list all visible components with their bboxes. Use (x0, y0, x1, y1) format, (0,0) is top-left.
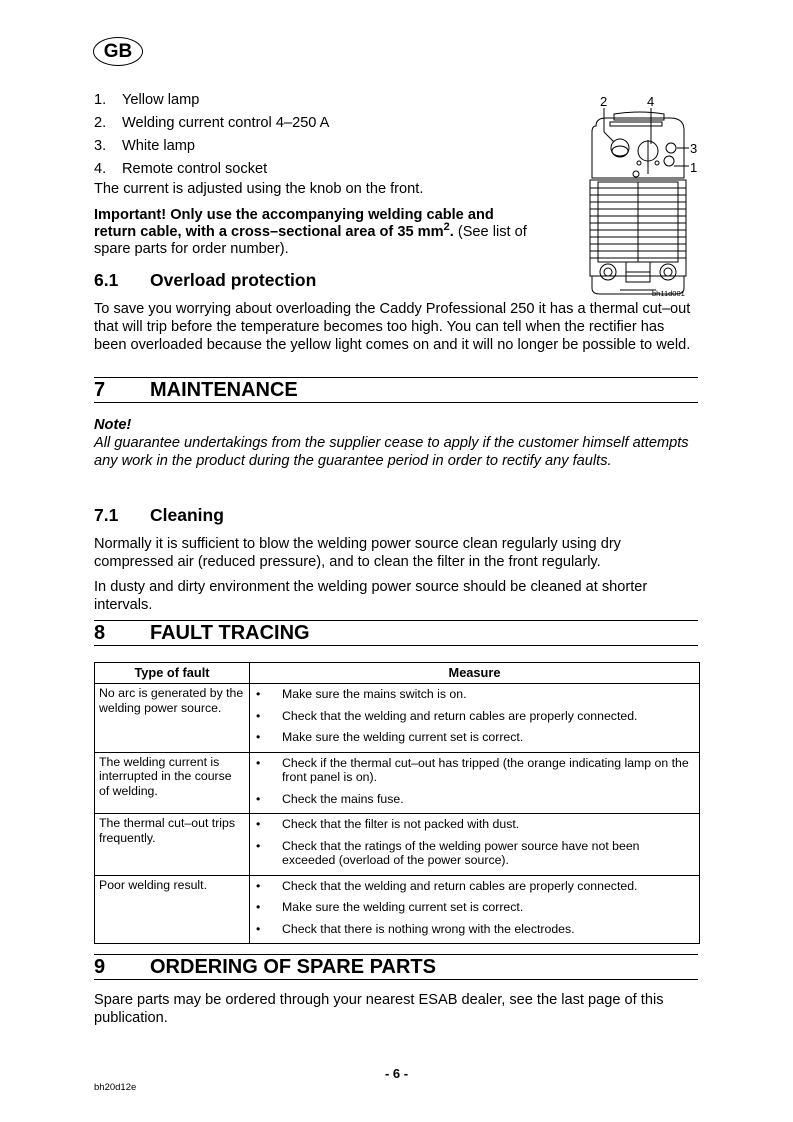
bullet-icon: • (256, 817, 261, 831)
bullet-icon: • (256, 755, 261, 770)
important-tail: (See list of (453, 224, 527, 240)
list-item (94, 115, 329, 132)
measure-item (250, 922, 699, 937)
fault-type-cell: The thermal cut–out trips frequently. (95, 814, 250, 876)
figure-code: bh11d001 (652, 289, 685, 298)
list-item (94, 92, 199, 109)
measure-text: Make sure the welding current set is correct. (282, 900, 524, 914)
measure-item (250, 709, 699, 724)
measure-item (250, 839, 699, 868)
callout-1: 1 (690, 160, 698, 175)
adjust-note: The current is adjusted using the knob on the front. (94, 181, 424, 197)
list-item-label: Welding current control 4–250 A (122, 115, 330, 131)
overload-protection-text: To save you worrying about overloading the Caddy Professional 250 it has a thermal cut–out that will trip before the temperature becomes too high. You can tell when the rectifier has been overloaded because the yellow light comes on and it will no longer be possible to weld. (94, 301, 691, 353)
important-line-2: return cable, with a cross–sectional area of 35 mm (94, 224, 444, 240)
table-row (95, 752, 700, 814)
spare-parts-text: Spare parts may be ordered through your nearest ESAB dealer, see the last page of this publication. (94, 992, 664, 1026)
bullet-icon: • (256, 730, 261, 744)
list-item-number: 4. (94, 161, 107, 177)
measure-text: Check that the welding and return cables are properly connected. (282, 708, 638, 723)
section-title: ORDERING OF SPARE PARTS (150, 956, 436, 978)
list-item-number: 1. (94, 92, 107, 108)
section-title: FAULT TRACING (150, 622, 310, 644)
measure-item (250, 879, 699, 894)
document-code: bh20d12e (94, 1082, 137, 1093)
section-number: 7.1 (94, 505, 119, 525)
measure-text: Check if the thermal cut–out has tripped (the orange indicating lamp on the front panel is on). (282, 755, 689, 784)
measure-item (250, 817, 699, 832)
measure-item (250, 900, 699, 915)
section-heading-9 (94, 954, 698, 980)
list-item-number: 3. (94, 138, 107, 154)
measure-text: Check that the welding and return cables are properly connected. (282, 878, 638, 893)
callout-4: 4 (647, 94, 655, 109)
superscript: 2 (443, 221, 450, 234)
fault-tracing-table (94, 662, 700, 944)
section-heading-7-1 (94, 505, 224, 526)
cleaning-para-1: Normally it is sufficient to blow the welding power source clean regularly using dry compressed air (reduced pressure), and to clean the filter in the front regularly. (94, 536, 621, 570)
list-item (94, 138, 195, 155)
table-row (95, 814, 700, 876)
list-item (94, 161, 267, 178)
welding-power-source-icon (584, 92, 702, 302)
fault-type-cell: No arc is generated by the welding power source. (95, 684, 250, 753)
measure-text: Check the mains fuse. (282, 791, 404, 806)
language-badge: GB (93, 37, 143, 66)
section-heading-8 (94, 620, 698, 646)
page-number: - 6 - (384, 1066, 409, 1081)
callout-2: 2 (600, 94, 608, 109)
list-item-label: Remote control socket (122, 161, 268, 177)
section-number: 8 (94, 622, 106, 644)
note-body: All guarantee undertakings from the supplier cease to apply if the customer himself attempts any work in the product during the guarantee period in order to rectify any faults. (94, 435, 689, 469)
measure-text: Check that the ratings of the welding power source have not been exceeded (overload of the power source). (282, 838, 640, 867)
note-title: Note! (94, 417, 132, 433)
section-number: 7 (94, 379, 106, 401)
fault-type-cell: The welding current is interrupted in the course of welding. (95, 752, 250, 814)
measure-item (250, 687, 699, 702)
welding-power-source-figure (584, 92, 702, 302)
fault-type-cell: Poor welding result. (95, 875, 250, 944)
measure-cell (250, 814, 700, 876)
measure-item (250, 730, 699, 745)
list-item-number: 2. (94, 115, 107, 131)
cleaning-para-2: In dusty and dirty environment the welding power source should be cleaned at shorter intervals. (94, 579, 648, 613)
column-header-measure: Measure (250, 663, 700, 684)
measure-cell (250, 752, 700, 814)
callout-3: 3 (690, 141, 698, 156)
bullet-icon: • (256, 791, 261, 806)
table-row (95, 684, 700, 753)
important-line-3: spare parts for order number). (94, 241, 289, 257)
section-heading-6-1 (94, 270, 316, 291)
measure-cell (250, 875, 700, 944)
section-number: 6.1 (94, 270, 119, 290)
measure-cell (250, 684, 700, 753)
table-row (95, 875, 700, 944)
section-number: 9 (94, 956, 106, 978)
important-note (94, 207, 527, 258)
section-title: MAINTENANCE (150, 379, 298, 401)
column-header-type-of-fault: Type of fault (95, 663, 250, 684)
measure-text: Make sure the welding current set is correct. (282, 730, 524, 744)
important-bold-end: . (449, 224, 454, 240)
bullet-icon: • (256, 900, 261, 914)
section-heading-7 (94, 377, 698, 403)
measure-item (250, 756, 699, 785)
measure-text: Make sure the mains switch is on. (282, 687, 467, 701)
measure-item (250, 792, 699, 807)
important-line-1: Important! Only use the accompanying welding cable and (94, 207, 494, 223)
section-title: Overload protection (150, 270, 317, 290)
bullet-icon: • (256, 708, 261, 723)
section-title: Cleaning (150, 505, 224, 525)
bullet-icon: • (256, 838, 261, 853)
measure-text: Check that there is nothing wrong with the electrodes. (282, 921, 575, 936)
table-header-row (95, 663, 700, 684)
bullet-icon: • (256, 921, 261, 936)
bullet-icon: • (256, 878, 261, 893)
measure-text: Check that the filter is not packed with dust. (282, 817, 520, 831)
list-item-label: White lamp (122, 138, 195, 154)
list-item-label: Yellow lamp (122, 92, 200, 108)
bullet-icon: • (256, 687, 261, 701)
